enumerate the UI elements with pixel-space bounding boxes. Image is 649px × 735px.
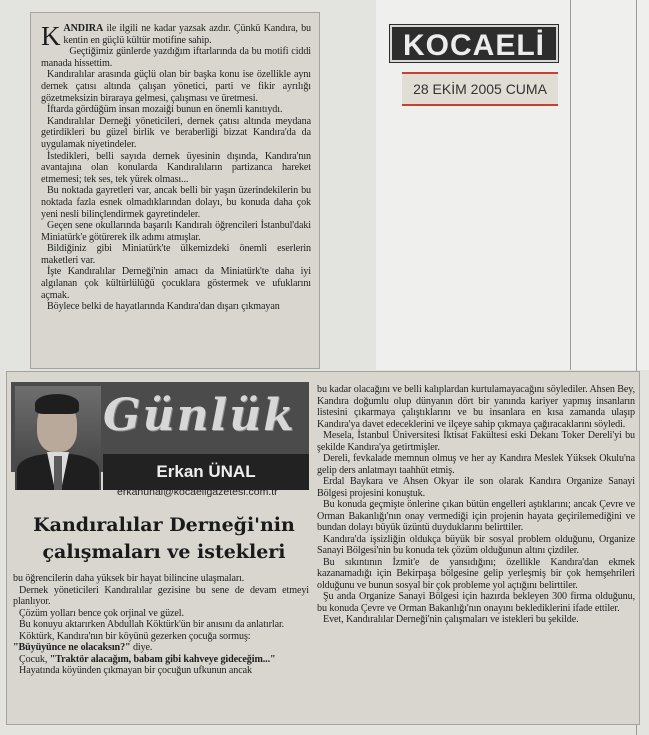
body-paragraph: Çözüm yolları bence çok orjinal ve güzel.: [19, 607, 184, 619]
body-paragraph: Bu konuda geçmişte önlerine çıkan bütün engelleri aştıklarını; ancak Çevre ve Orman Bakanlığı'nın onay vermediği için projenin hayata geçirilemediğini ve bundan dolayı büyük üzüntü duyduklarını belirttiler.: [317, 499, 635, 533]
top-paragraph: İstedikleri, belli sayıda dernek üyesinin dışında, Kandıra'nın avantajına olan konularda Kandıralıların partizanca hareket etmemesi; tek ses, tek yürek olması...: [41, 150, 311, 185]
page-fold-line: [570, 0, 571, 370]
headline-line-2: çalışmaları ve istekleri: [42, 541, 286, 563]
top-paragraph: Kandıralılar Derneği yöneticileri, dernek çatısı altında meydana getirdikleri bu güzel birlik ve beraberliği bizzat Kandıra'da da uygulamak niyetindeler.: [41, 115, 311, 150]
publication-date: 28 EKİM 2005 CUMA: [402, 72, 558, 106]
author-name: Erkan ÜNAL: [103, 454, 309, 490]
body-paragraph: Kandıra'da işsizliğin oldukça büyük bir sosyal problem olduğunu, Organize Sanayi Bölgesi'nin bu konuda tek çözüm olduğunun altını çizdiler.: [317, 533, 635, 556]
top-paragraph: Bu noktada gayretleri var, ancak belli bir yaşın üzerindekilerin bu noktada fazla esnek olmadıklarından dolayı, bu konuda daha çok yeni nesli bilinçlendirmek gayretindeler.: [41, 185, 311, 220]
article-headline: [19, 512, 309, 566]
author-email: erkanunal@kocaeligazetesi.com.tr: [117, 486, 278, 498]
left-column: [13, 573, 309, 677]
author-photo: [15, 386, 101, 490]
body-paragraph: [13, 654, 309, 666]
top-paragraph: İşte Kandıralılar Derneği'nin amacı da Miniatürk'te daha iyi algılanan çok kültürlülüğü çocuklara göstermek ve ufuklarını açmak.: [41, 266, 311, 301]
body-paragraph: bu öğrencilerin daha yüksek bir hayat bilincine ulaşmaları.: [13, 573, 245, 584]
top-paragraph: Kandıralılar arasında güçlü olan bir başka konu ise özellikle aynı dernek çatısı altında çalışan yönetici, parti ve fikir ayrılığı gözetmeksizin biraraya gelmesi, çalışması ve üretmesi.: [41, 69, 311, 104]
body-paragraph: Hayatında köyünden çıkmayan bir çocuğun ufkunun ancak: [19, 665, 252, 676]
top-paragraph: İftarda gördüğüm insan mozaiği bunun en önemli kanıtıydı.: [47, 104, 283, 116]
body-paragraph: bu kadar olacağını ve belli kalıplardan kurtulamayacağını söylediler. Ahsen Bey, Kandıra doğumlu olup dünyanın dört bir yanında kariyer yapmış insanların listesini çıkarmaya çalıştıklarını ve bu insanlara en kısa zamanda ulaşıp Kandıra'ya davet edeceklerini ve ilçeye sahip çıkmaya çağıracaklarını söyledi.: [317, 384, 635, 430]
quote: "Büyüyünce ne olacaksın?": [13, 642, 131, 653]
drop-cap: K: [41, 21, 61, 51]
top-article-clipping: [30, 12, 320, 369]
body-paragraph: Bu konuyu aktarırken Abdullah Köktürk'ün bir anısını da anlatırlar.: [19, 619, 285, 630]
paragraph-text: diye.: [130, 642, 153, 653]
quote: "Traktör alacağım, babam gibi kahveye gideceğim...": [49, 653, 276, 665]
body-paragraph: [13, 631, 309, 654]
top-paragraph-1: [41, 21, 311, 51]
paragraph-text: Çocuk,: [19, 653, 50, 665]
body-paragraph: Şu anda Organize Sanayi Bölgesi için hazırda bekleyen 300 firma olduğunu, bu konuda Çevre ve Orman Bakanlığı'nın onayını beklediklerini ifade ettiler.: [317, 591, 635, 614]
paragraph-text: ile ilgili ne kadar yazsak azdır. Çünkü Kandıra, bu kentin en güçlü kültür motifine sahip.: [63, 23, 311, 46]
headline-line-1: Kandıralılar Derneği'nin: [33, 514, 295, 536]
paragraph-text: Köktürk, Kandıra'nın bir köyünü gezerken çocuğa sormuş:: [19, 630, 251, 642]
top-paragraph: Geçen sene okullarında başarılı Kandıralı öğrencileri İstanbul'daki Miniatürk'e götürerek ilk adımı atmışlar.: [41, 220, 311, 243]
body-paragraph: Dereli, fevkalade memnun olmuş ve her ay Kandıra Meslek Yüksek Okulu'na gelip ders anlatmayı taahhüt etmiş.: [317, 453, 635, 476]
right-column: [317, 384, 635, 626]
body-paragraph: Dernek yöneticileri Kandıralılar gezisine bu sene de devam etmeyi planlıyor.: [13, 584, 309, 607]
top-paragraph: Bildiğiniz gibi Miniatürk'te ülkemizdeki önemli eserlerin maketleri var.: [41, 243, 311, 266]
body-paragraph: Bu sıkıntının İzmit'e de yansıdığını; özellikle Kandıra'dan ekmek kazanamadığı için Bekirpaşa bölgesine gelip yerleşmiş bir çok hemşehrileri olduğunu ve bunun sosyal bir çok probleme yol açtığını belirttiler.: [317, 556, 635, 591]
body-paragraph: Mesela, İstanbul Üniversitesi İktisat Fakültesi eski Dekanı Toker Dereli'yi bu şekilde Kandıra'ya getirtmişler.: [317, 430, 635, 453]
lead-word: ANDIRA: [63, 23, 104, 34]
column-article-clipping: [6, 371, 640, 725]
top-paragraph: Böylece belki de hayatlarında Kandıra'dan dışarı çıkmayan: [47, 301, 280, 313]
body-paragraph: Erdal Baykara ve Ahsen Okyar ile son olarak Kandıra Organize Sanayi Bölgesi projesini konuştuk.: [317, 476, 635, 499]
column-title: Günlük: [103, 390, 296, 441]
column-header: [11, 382, 309, 481]
publication-logo: KOCAELİ: [390, 25, 558, 62]
top-paragraph: Geçtiğimiz günlerde yazdığım iftarlarında da bu motifi ciddi manada hissettim.: [41, 46, 311, 69]
body-paragraph: Evet, Kandıralılar Derneği'nin çalışmaları ve istekleri bu şekilde.: [323, 614, 579, 625]
